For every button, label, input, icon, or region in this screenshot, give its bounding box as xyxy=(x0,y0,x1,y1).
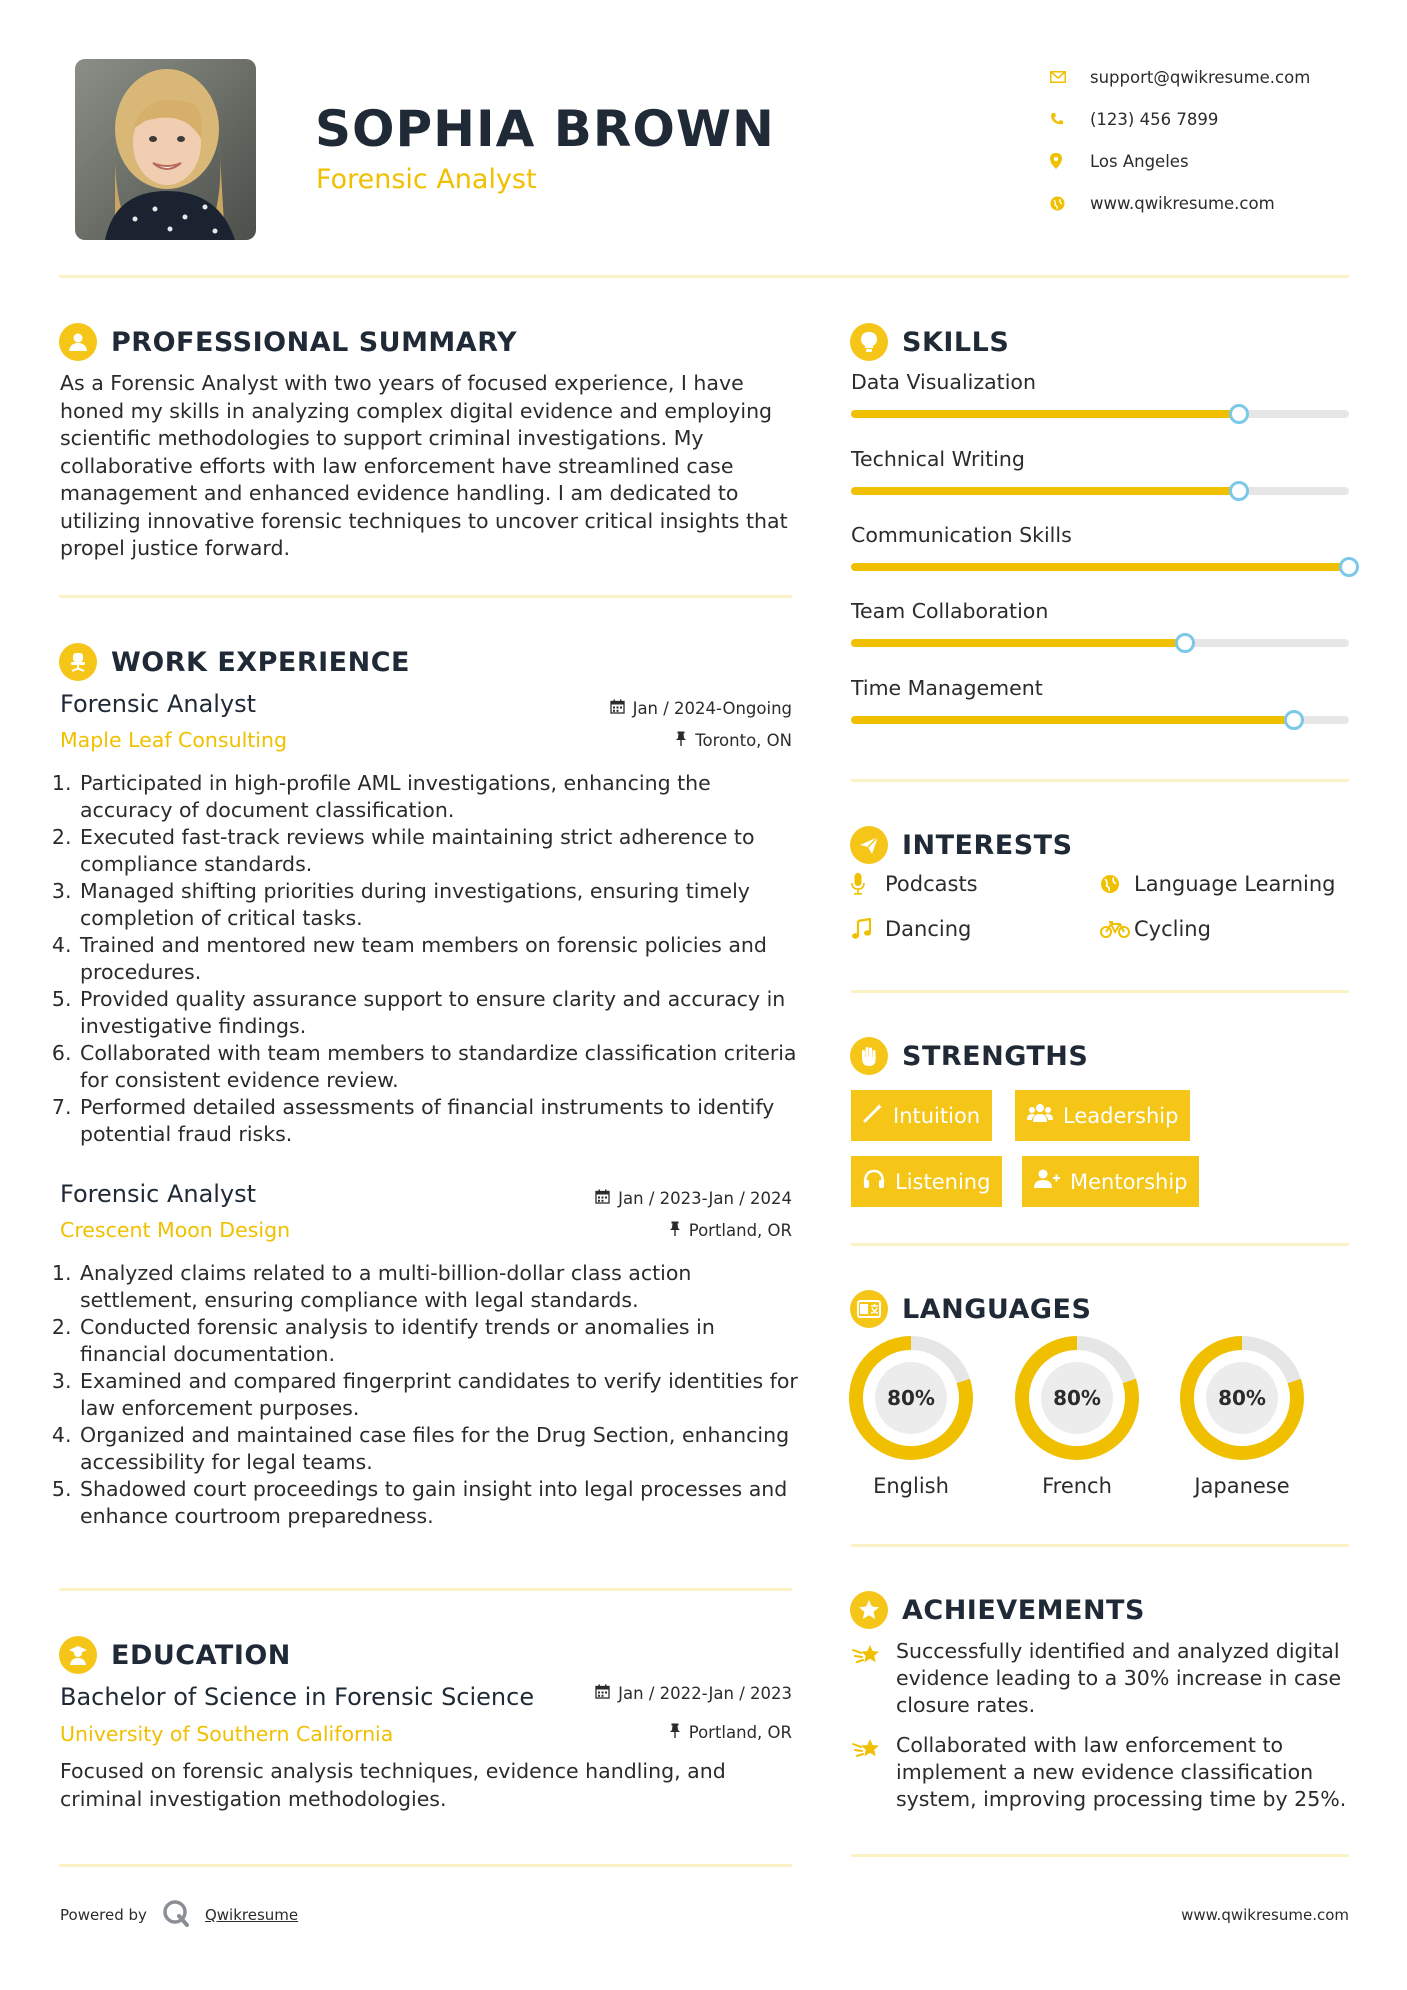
summary-text: As a Forensic Analyst with two years of focused experience, I have honed my skills in analyzing complex digital evidence and employing scientific methodologies to support criminal investigations. My collaborative efforts with law enforcement have streamlined case management and enhanced evidence handling. I am dedicated to utilizing innovative forensic techniques to uncover critical insights that propel justice forward. xyxy=(60,371,788,560)
skills-heading xyxy=(850,323,1009,361)
skill-bar-fill xyxy=(851,639,1185,647)
skill-bar-fill xyxy=(851,716,1294,724)
languages-heading xyxy=(850,1290,1091,1328)
language-icon xyxy=(850,1290,888,1328)
list-item: 2. Conducted forensic analysis to identify trends or anomalies in financial documentation. xyxy=(78,1314,800,1368)
list-item: 4. Organized and maintained case files for the Drug Section, enhancing accessibility for legal teams. xyxy=(78,1422,800,1476)
job-1-location xyxy=(500,731,792,750)
skill-name: Communication Skills xyxy=(851,523,1072,547)
microphone-icon xyxy=(851,873,885,895)
skill-bar-knob xyxy=(1175,633,1195,653)
qwikresume-logo-icon xyxy=(161,1898,191,1932)
globe-icon xyxy=(1100,874,1134,894)
contact-location-text: Los Angeles xyxy=(1090,151,1189,171)
job-2-title: Forensic Analyst xyxy=(60,1180,257,1208)
language-percent: 80% xyxy=(1041,1362,1113,1434)
achievements-heading xyxy=(850,1591,1145,1629)
interest-label: Cycling xyxy=(1134,917,1211,941)
phone-icon xyxy=(1050,112,1090,126)
office-chair-icon xyxy=(59,643,97,681)
summary-divider xyxy=(59,595,792,598)
calendar-icon xyxy=(610,699,625,718)
degree-title: Bachelor of Science in Forensic Science xyxy=(60,1683,535,1711)
strengths-divider xyxy=(851,1243,1349,1246)
skill-item xyxy=(851,676,1349,700)
skill-item xyxy=(851,447,1349,471)
language-name: French xyxy=(1042,1474,1112,1498)
list-item: 3. Examined and compared fingerprint candidates to verify identities for law enforcement purposes. xyxy=(78,1368,800,1422)
candidate-title: Forensic Analyst xyxy=(316,164,537,195)
job-2-date xyxy=(500,1189,792,1208)
contact-email-text: support@qwikresume.com xyxy=(1090,67,1311,87)
achievement-text: Successfully identified and analyzed digital evidence leading to a 30% increase in case closure rates. xyxy=(896,1639,1342,1717)
header-divider xyxy=(59,275,1349,278)
strength-label: Listening xyxy=(895,1169,991,1194)
skill-name: Data Visualization xyxy=(851,370,1036,394)
interest-item xyxy=(1100,872,1335,896)
education-location xyxy=(500,1723,792,1742)
language-percent: 80% xyxy=(1206,1362,1278,1434)
job-1-date-text: Jan / 2024-Ongoing xyxy=(632,699,792,718)
job-2-location-text: Portland, OR xyxy=(688,1221,792,1240)
footer-website[interactable]: www.qwikresume.com xyxy=(1181,1906,1349,1924)
strength-label: Intuition xyxy=(893,1103,981,1128)
contact-phone-text: (123) 456 7899 xyxy=(1090,109,1219,129)
summary-title: PROFESSIONAL SUMMARY xyxy=(111,326,518,358)
education-description: Focused on forensic analysis techniques, evidence handling, and criminal investigation methodologies. xyxy=(60,1759,726,1811)
interests-title: INTERESTS xyxy=(902,829,1073,861)
strength-chip-mentorship xyxy=(1022,1156,1199,1207)
graduation-icon xyxy=(59,1636,97,1674)
list-item: 3. Managed shifting priorities during investigations, ensuring timely completion of critical tasks. xyxy=(78,878,800,932)
education-date-text: Jan / 2022-Jan / 2023 xyxy=(618,1684,792,1703)
bicycle-icon xyxy=(1100,920,1134,938)
language-ring xyxy=(1180,1336,1304,1460)
skills-divider xyxy=(851,779,1349,782)
map-pin-icon xyxy=(1050,153,1090,169)
skill-bar-fill xyxy=(851,487,1239,495)
skill-name: Team Collaboration xyxy=(851,599,1049,623)
contact-phone[interactable] xyxy=(1050,98,1310,140)
strength-chip-intuition xyxy=(851,1090,992,1141)
achievements-divider xyxy=(851,1854,1349,1857)
language-name: English xyxy=(873,1474,949,1498)
interests-divider xyxy=(851,990,1349,993)
envelope-icon xyxy=(1050,71,1090,83)
interests-heading xyxy=(850,826,1073,864)
list-item: 1. Analyzed claims related to a multi-billion-dollar class action settlement, ensuring compliance with legal standards. xyxy=(78,1260,800,1314)
interest-label: Podcasts xyxy=(885,872,978,896)
achievements-title: ACHIEVEMENTS xyxy=(902,1594,1145,1626)
skill-bar-track xyxy=(851,563,1349,571)
list-item: 7. Performed detailed assessments of financial instruments to identify potential fraud risks. xyxy=(78,1094,800,1148)
skill-name: Time Management xyxy=(851,676,1043,700)
shooting-star-icon xyxy=(851,1638,896,1719)
interest-item xyxy=(1100,917,1211,941)
skill-bar-fill xyxy=(851,410,1239,418)
skill-bar-knob xyxy=(1229,481,1249,501)
headphones-icon xyxy=(863,1169,885,1194)
language-name: Japanese xyxy=(1194,1474,1290,1498)
qwikresume-link[interactable]: Qwikresume xyxy=(204,1906,299,1924)
music-note-icon xyxy=(851,918,885,940)
strength-label: Leadership xyxy=(1063,1103,1179,1128)
strength-label: Mentorship xyxy=(1070,1169,1188,1194)
skill-bar-track xyxy=(851,410,1349,418)
education-divider xyxy=(59,1864,792,1867)
pushpin-icon xyxy=(669,1723,681,1742)
paper-plane-icon xyxy=(850,826,888,864)
experience-title: WORK EXPERIENCE xyxy=(111,646,410,678)
pushpin-icon xyxy=(675,731,687,750)
job-2-location xyxy=(500,1221,792,1240)
job-2-bullets xyxy=(60,1260,800,1530)
job-1-title: Forensic Analyst xyxy=(60,690,257,718)
education-location-text: Portland, OR xyxy=(688,1723,792,1742)
skill-item xyxy=(851,370,1349,394)
strength-chip-leadership xyxy=(1015,1090,1190,1141)
list-item: 4. Trained and mentored new team members on forensic policies and procedures. xyxy=(78,932,800,986)
job-1-location-text: Toronto, ON xyxy=(695,731,792,750)
education-title: EDUCATION xyxy=(111,1639,291,1671)
languages-divider xyxy=(851,1544,1349,1547)
group-icon xyxy=(1027,1103,1053,1128)
globe-icon xyxy=(1050,196,1090,211)
summary-heading xyxy=(59,323,517,361)
contact-email[interactable] xyxy=(1050,56,1310,98)
list-item: 5. Shadowed court proceedings to gain insight into legal processes and enhance courtroom preparedness. xyxy=(78,1476,800,1530)
language-japanese xyxy=(1180,1336,1304,1498)
achievement-text: Collaborated with law enforcement to implement a new evidence classification system, improving processing time by 25%. xyxy=(896,1733,1347,1811)
pushpin-icon xyxy=(669,1221,681,1240)
contact-website[interactable] xyxy=(1050,182,1310,224)
shooting-star-icon xyxy=(851,1732,896,1813)
language-french xyxy=(1015,1336,1139,1498)
list-item: 1. Participated in high-profile AML investigations, enhancing the accuracy of document classification. xyxy=(78,770,800,824)
school-name: University of Southern California xyxy=(60,1722,394,1746)
skill-item xyxy=(851,523,1349,547)
interest-label: Language Learning xyxy=(1134,872,1336,896)
achievement-item xyxy=(851,1732,1361,1813)
interest-item xyxy=(851,917,971,941)
skill-bar-track xyxy=(851,487,1349,495)
skill-bar-knob xyxy=(1229,404,1249,424)
skill-bar-track xyxy=(851,716,1349,724)
job-1-bullets xyxy=(60,770,800,1148)
strengths-heading xyxy=(850,1037,1088,1075)
user-plus-icon xyxy=(1034,1169,1060,1194)
list-item: 6. Collaborated with team members to standardize classification criteria for consistent evidence review. xyxy=(78,1040,800,1094)
star-badge-icon xyxy=(850,1591,888,1629)
skill-item xyxy=(851,599,1349,623)
education-date xyxy=(500,1684,792,1703)
skill-bar-fill xyxy=(851,563,1349,571)
hand-icon xyxy=(850,1037,888,1075)
job-2-date-text: Jan / 2023-Jan / 2024 xyxy=(618,1189,792,1208)
languages-title: LANGUAGES xyxy=(902,1293,1092,1325)
experience-heading xyxy=(59,643,410,681)
job-1-date xyxy=(500,699,792,718)
job-2-company: Crescent Moon Design xyxy=(60,1218,291,1242)
user-icon xyxy=(59,323,97,361)
calendar-icon xyxy=(595,1189,610,1208)
job-1-company: Maple Leaf Consulting xyxy=(60,728,288,752)
footer-powered-by xyxy=(60,1898,298,1932)
list-item: 5. Provided quality assurance support to ensure clarity and accuracy in investigative findings. xyxy=(78,986,800,1040)
candidate-name: SOPHIA BROWN xyxy=(315,100,775,158)
lightbulb-icon xyxy=(850,323,888,361)
list-item: 2. Executed fast-track reviews while maintaining strict adherence to compliance standards. xyxy=(78,824,800,878)
skill-bar-track xyxy=(851,639,1349,647)
profile-photo xyxy=(75,59,256,240)
skills-title: SKILLS xyxy=(902,326,1010,358)
language-percent: 80% xyxy=(875,1362,947,1434)
contact-block xyxy=(1050,56,1310,224)
experience-divider xyxy=(59,1588,792,1591)
strengths-title: STRENGTHS xyxy=(902,1040,1089,1072)
interest-label: Dancing xyxy=(885,917,972,941)
skill-bar-knob xyxy=(1284,710,1304,730)
magic-wand-icon xyxy=(863,1103,883,1128)
skill-name: Technical Writing xyxy=(851,447,1025,471)
powered-by-label: Powered by xyxy=(60,1906,147,1924)
contact-location xyxy=(1050,140,1310,182)
interest-item xyxy=(851,872,978,896)
language-ring xyxy=(849,1336,973,1460)
language-ring xyxy=(1015,1336,1139,1460)
achievement-item xyxy=(851,1638,1361,1719)
skill-bar-knob xyxy=(1339,557,1359,577)
strength-chip-listening xyxy=(851,1156,1002,1207)
language-english xyxy=(849,1336,973,1498)
contact-website-text: www.qwikresume.com xyxy=(1090,193,1275,213)
calendar-icon xyxy=(595,1684,610,1703)
education-heading xyxy=(59,1636,291,1674)
